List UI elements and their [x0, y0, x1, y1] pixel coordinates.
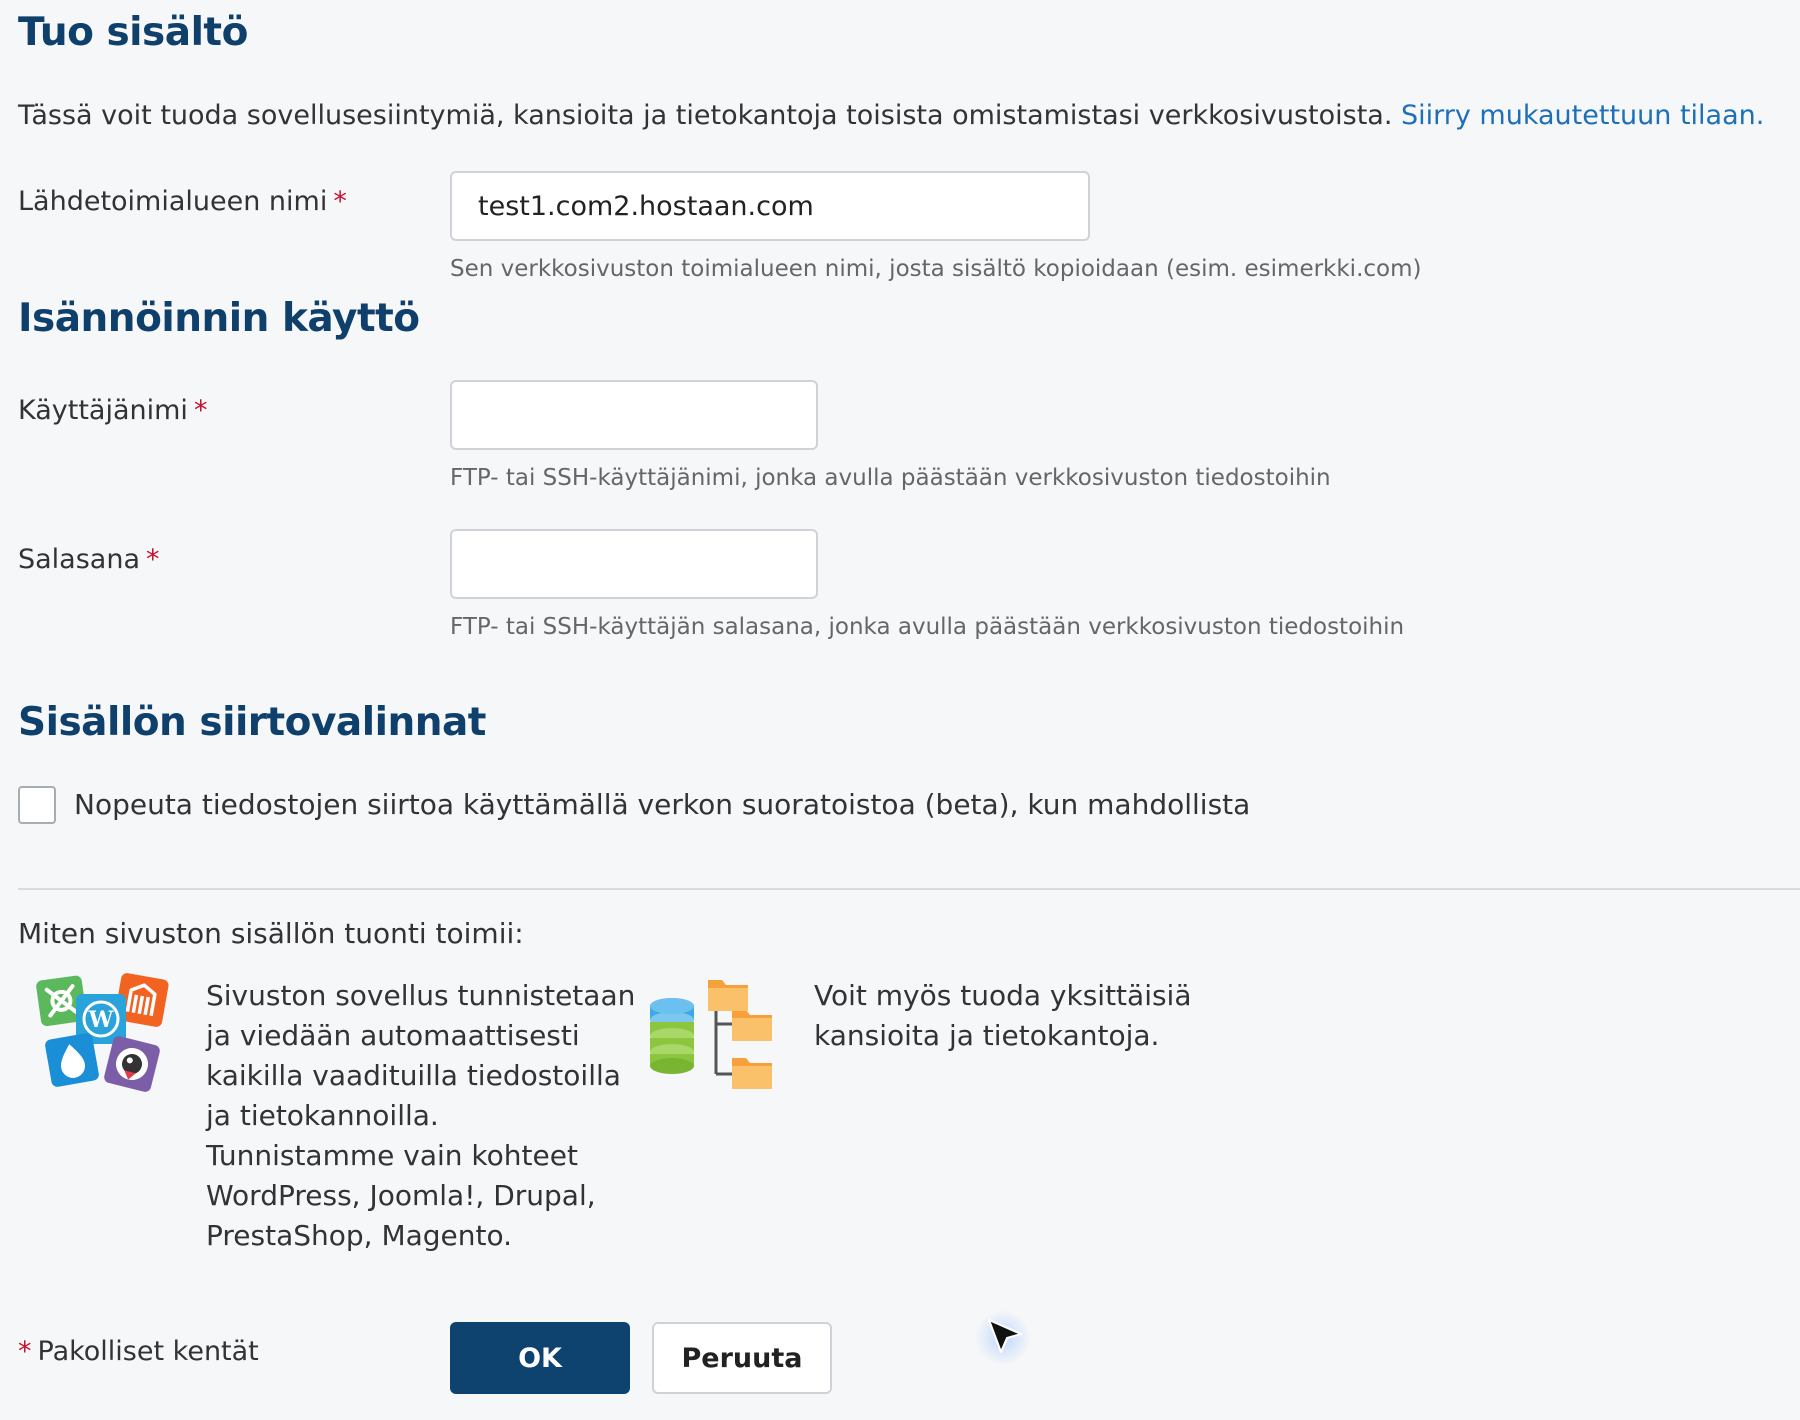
streaming-checkbox[interactable]: [18, 786, 56, 824]
custom-mode-link[interactable]: Siirry mukautettuun tilaan.: [1401, 100, 1765, 131]
intro-description: Tässä voit tuoda sovellusesiintymiä, kansioita ja tietokantoja toisista omistamistasi verkkosivustoista.: [18, 100, 1393, 131]
password-input[interactable]: [450, 529, 818, 599]
password-hint: FTP- tai SSH-käyttäjän salasana, jonka avulla päästään verkkosivuston tiedostoihin: [450, 614, 1405, 640]
intro-text: [18, 100, 1764, 131]
source-domain-input[interactable]: [450, 171, 1090, 241]
source-domain-hint: Sen verkkosivuston toimialueen nimi, josta sisältö kopioidaan (esim. esimerkki.com): [450, 256, 1422, 282]
username-input[interactable]: [450, 380, 818, 450]
password-label-text: Salasana: [18, 544, 141, 575]
database-folders-icon: [646, 972, 776, 1092]
apps-description-line: WordPress, Joomla!, Drupal,: [206, 1179, 596, 1212]
apps-description-line: ja viedään automaattisesti: [206, 1019, 580, 1052]
required-asterisk: *: [333, 186, 347, 217]
required-asterisk: *: [18, 1336, 32, 1367]
svg-text:W: W: [88, 1007, 114, 1033]
apps-description-line: Sivuston sovellus tunnistetaan: [206, 979, 636, 1012]
source-domain-label-text: Lähdetoimialueen nimi: [18, 186, 328, 217]
how-it-works-title: Miten sivuston sisällön tuonti toimii:: [18, 917, 524, 950]
cancel-button[interactable]: Peruuta: [652, 1322, 832, 1394]
source-domain-label: [18, 186, 347, 217]
mouse-pointer-icon: [975, 1310, 1035, 1370]
page-title: Tuo sisältö: [18, 10, 248, 55]
apps-description-line: Tunnistamme vain kohteet: [206, 1139, 578, 1172]
folders-description: [814, 976, 1192, 1056]
required-fields-text: Pakolliset kentät: [37, 1336, 259, 1367]
hosting-access-heading: Isännöinnin käyttö: [18, 296, 420, 341]
streaming-checkbox-label[interactable]: Nopeuta tiedostojen siirtoa käyttämällä verkon suoratoistoa (beta), kun mahdollista: [74, 788, 1251, 821]
apps-description-line: kaikilla vaadituilla tiedostoilla: [206, 1059, 621, 1092]
divider: [18, 888, 1800, 890]
apps-description: [206, 976, 636, 1256]
required-fields-note: [18, 1336, 259, 1367]
transfer-options-heading: Sisällön siirtovalinnat: [18, 700, 486, 745]
username-hint: FTP- tai SSH-käyttäjänimi, jonka avulla päästään verkkosivuston tiedostoihin: [450, 465, 1331, 491]
ok-button[interactable]: OK: [450, 1322, 630, 1394]
username-label: [18, 395, 207, 426]
folders-description-line: Voit myös tuoda yksittäisiä: [814, 979, 1192, 1012]
folders-description-line: kansioita ja tietokantoja.: [814, 1019, 1160, 1052]
required-asterisk: *: [146, 544, 160, 575]
username-label-text: Käyttäjänimi: [18, 395, 188, 426]
apps-description-line: ja tietokannoilla.: [206, 1099, 439, 1132]
apps-description-line: PrestaShop, Magento.: [206, 1219, 513, 1252]
cms-apps-icon: [34, 972, 170, 1094]
required-asterisk: *: [193, 395, 208, 426]
password-label: [18, 544, 160, 575]
